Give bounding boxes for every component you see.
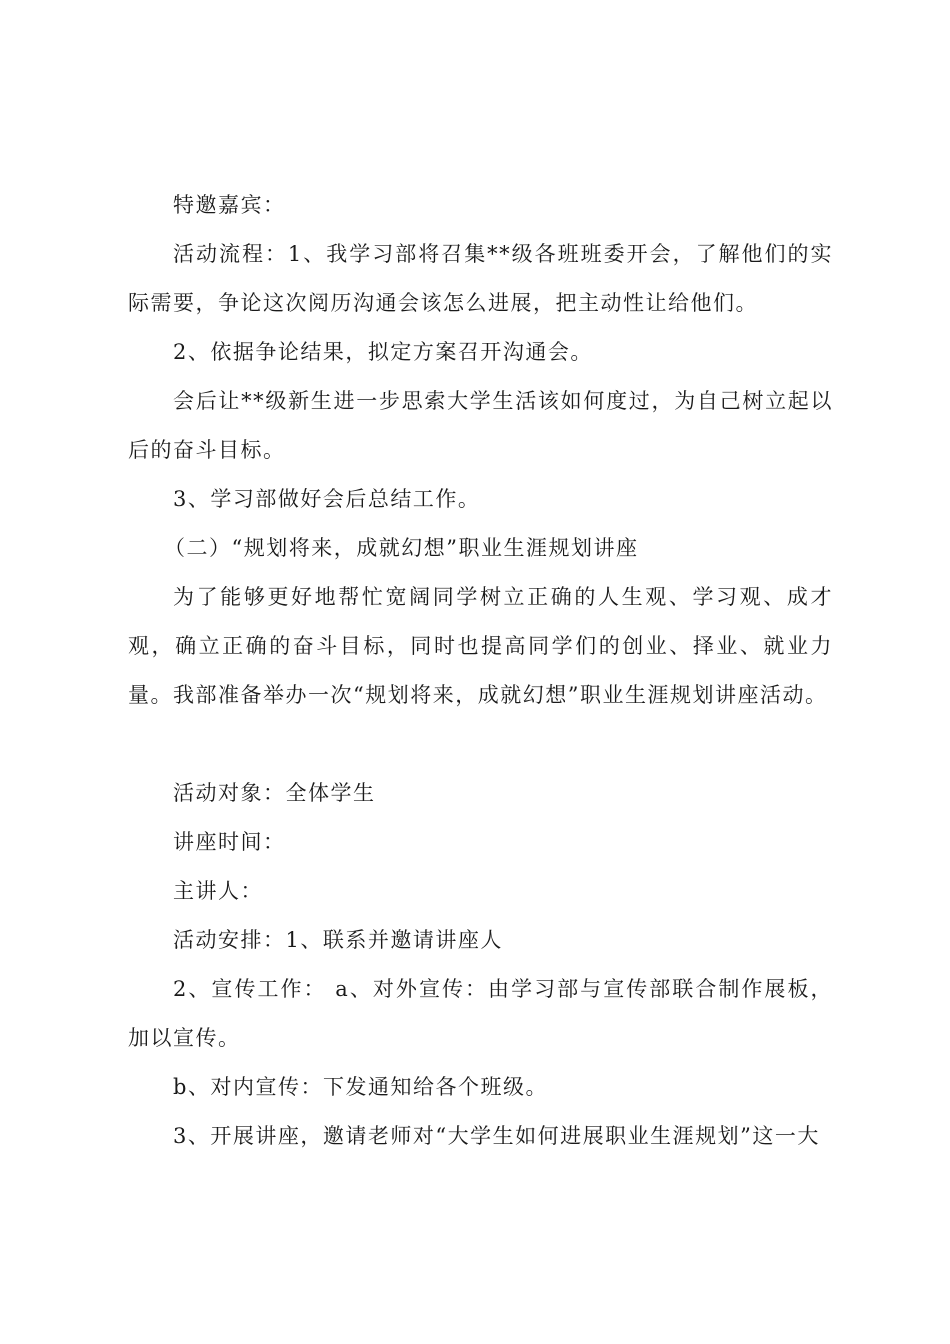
paragraph-step-2: 2、依据争论结果，拟定方案召开沟通会。: [173, 340, 593, 364]
paragraph-step-3: 3、学习部做好会后总结工作。: [173, 487, 481, 511]
paragraph-internal-publicity: b、对内宣传：下发通知给各个班级。: [173, 1075, 548, 1099]
paragraph-lecture-purpose: 为了能够更好地帮忙宽阔同学树立正确的人生观、学习观、成才观，确立正确的奋斗目标，同时也提高同学们的创业、择业、就业力量。我部准备举办一次“规划将来，成就幻想”职业生涯规划讲座活动。: [128, 585, 833, 707]
paragraph-audience: 活动对象：全体学生: [173, 781, 376, 805]
paragraph-activity-flow: 活动流程：1、我学习部将召集**级各班班委开会，了解他们的实际需要，争论这次阅历沟通会该怎么进展，把主动性让给他们。: [128, 242, 833, 315]
paragraph-speaker: 主讲人：: [173, 879, 263, 903]
paragraph-after-meeting: 会后让**级新生进一步思索大学生活该如何度过，为自己树立起以后的奋斗目标。: [128, 389, 833, 462]
paragraph-arrangement: 活动安排：1、联系并邀请讲座人: [173, 928, 503, 952]
paragraph-special-guests: 特邀嘉宾：: [173, 193, 286, 217]
paragraph-hold-lecture: 3、开展讲座，邀请老师对“大学生如何进展职业生涯规划”这一大: [173, 1124, 820, 1148]
section-heading-career-lecture: （二）“规划将来，成就幻想”职业生涯规划讲座: [164, 536, 639, 560]
paragraph-publicity: 2、宣传工作： a、对外宣传：由学习部与宣传部联合制作展板，加以宣传。: [128, 977, 833, 1050]
paragraph-lecture-time: 讲座时间：: [173, 830, 286, 854]
